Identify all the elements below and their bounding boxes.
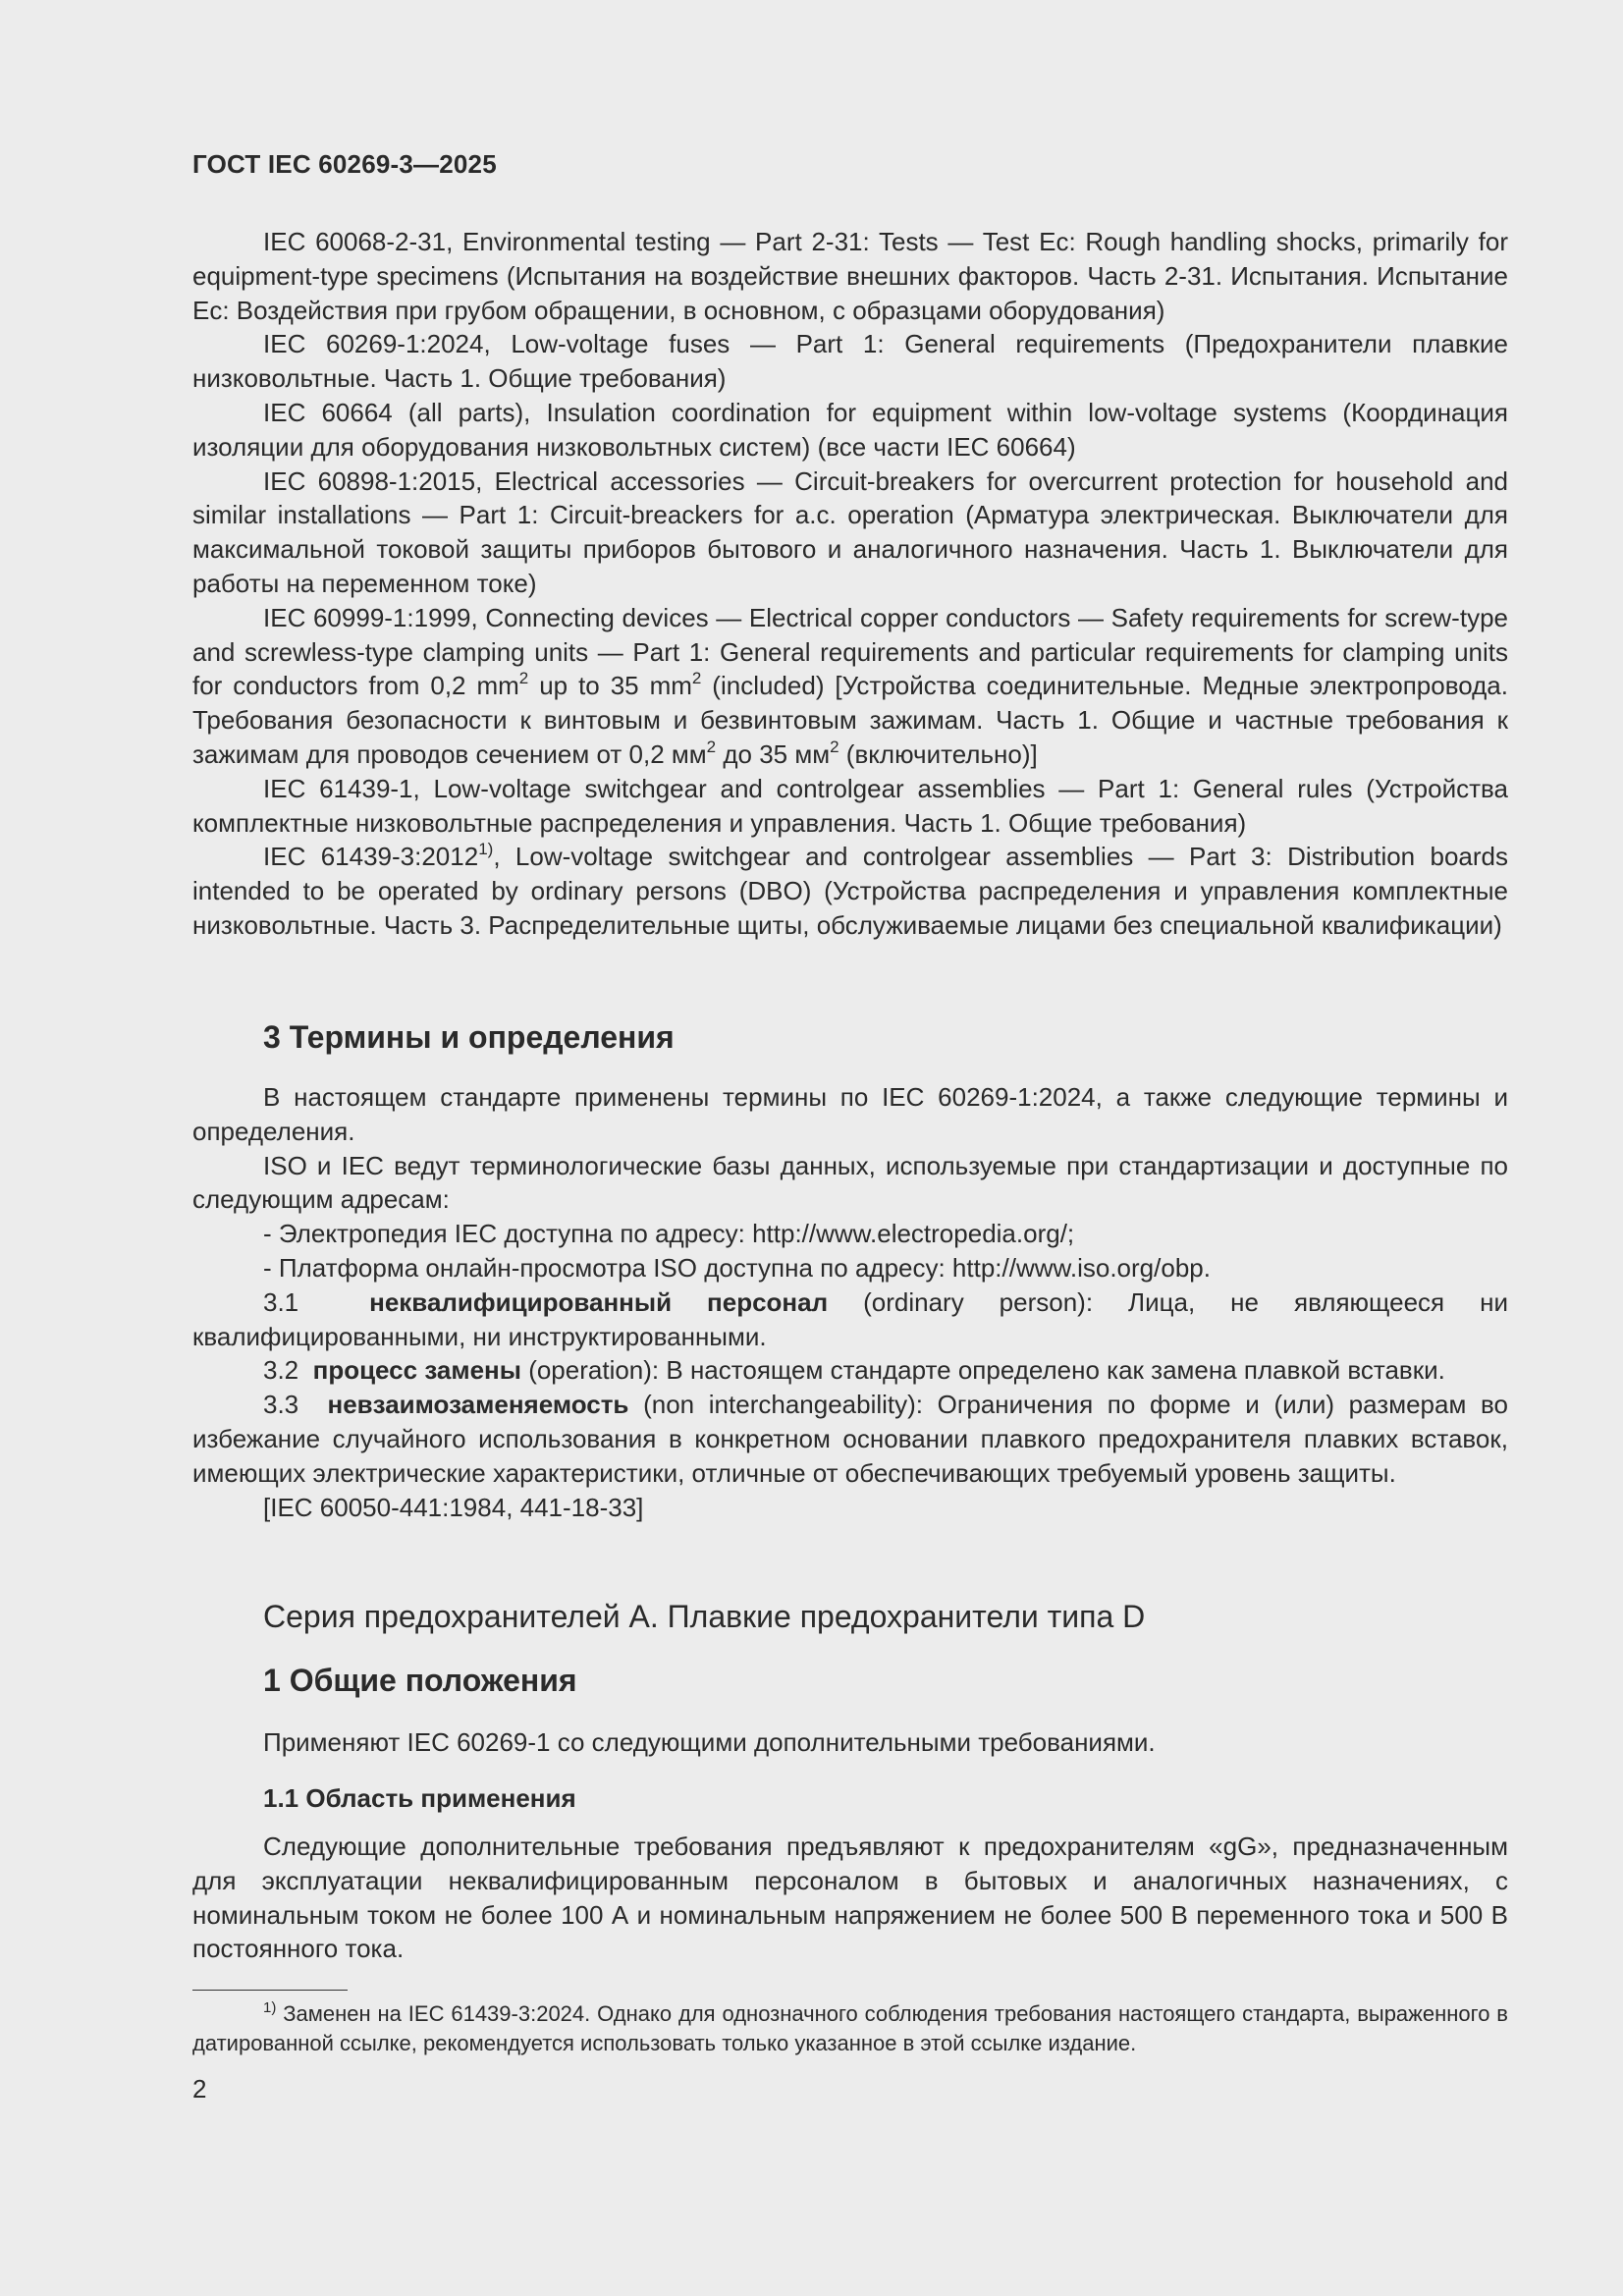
term: процесс замены — [312, 1355, 521, 1386]
footnote: $^{1)}$ Заменен на IEC 61439-3:2024. Однако для однозначного соблюдения требования настоящего стандарта, выраженного в датированной ссылке, рекомендуется использовать только указанное в этой ссылке издание. — [192, 1999, 1508, 2055]
paragraph: Следующие дополнительные требования предъявляют к предохранителям «gG», предназначенным для эксплуатации неквалифицированным персоналом в бытовых и аналогичных назначениях, с номинальным током не более 100 А и номинальным напряжением не более 500 В переменного тока и 500 В постоянного тока. — [192, 1831, 1508, 1964]
reference-item: IEC 60068-2-31, Environmental testing — Part 2-31: Tests — Test Ec: Rough handling shocks, primarily for equipment-type specimens (Испытания на воздействие внешних факторов. Часть 2-31. Испытания. Испытание Ec: Воздействия при грубом обращении, в основном, с образцами оборудования) — [192, 227, 1508, 325]
reference-item: IEC 60269-1:2024, Low-voltage fuses — Part 1: General requirements (Предохранители плавкие низковольтные. Часть 1. Общие требования) — [192, 329, 1508, 394]
footnote-separator — [192, 1990, 348, 1991]
term-definition: 3.2 процесс замены (operation): В настоящем стандарте определено как замена плавкой вставки. — [263, 1355, 1445, 1386]
reference-item: IEC 60664 (all parts), Insulation coordination for equipment within low-voltage systems (Координация изоляции для оборудования низковольтных систем) (все части IEC 60664) — [192, 397, 1509, 462]
series-heading: Серия предохранителей A. Плавкие предохранители типа D — [263, 1599, 1146, 1634]
term-definition: 3.3 невзаимозаменяемость (non interchangeability): Ограничения по форме и (или) размерам во избежание случайного использования в конкретном основании плавкого предохранителя плавких вставок, имеющих электрические характеристики, отличные от обеспечивающих требуемый уровень защиты. — [192, 1390, 1508, 1488]
document-header: ГОСТ IEC 60269-3—2025 — [192, 149, 497, 179]
reference-item: IEC 60898-1:2015, Electrical accessories — Circuit-breakers for overcurrent protection for household and similar installations — Part 1: Circuit-breackers for a.c. operation (Арматура электрическая. Выключатели для максимальной токовой защиты приборов бытового и аналогичного назначения. Часть 1. Выключатели для работы на переменном токе) — [192, 465, 1508, 598]
section-1-heading: 1 Общие положения — [263, 1663, 577, 1698]
paragraph: ISO и IEC ведут терминологические базы данных, используемые при стандартизации и доступные по следующим адресам: — [192, 1150, 1508, 1215]
footnote-ref: 1) — [478, 840, 494, 859]
section-3-heading: 3 Термины и определения — [263, 1019, 675, 1055]
paragraph: В настоящем стандарте применены термины по IEC 60269-1:2024, а также следующие термины и определения. — [192, 1082, 1508, 1146]
subsection-heading: 1.1 Область применения — [263, 1783, 576, 1813]
term-source: [IEC 60050-441:1984, 441-18-33] — [263, 1492, 644, 1522]
term: неквалифицированный персонал — [369, 1286, 829, 1317]
section-3-body — [192, 1080, 1508, 1524]
page-number: 2 — [192, 2074, 207, 2104]
reference-item: IEC 60999-1:1999, Connecting devices — Electrical copper conductors — Safety requirements for screw-type and screwless-type clamping units — Part 1: General requirements and particular requirements for clamping units for conductors from 0,2 $mm^2$ up to 35 $mm^2$ (included) [Устройства соединительные. Медные электропровода. Требования безопасности к винтовым и безвинтовым зажимам. Часть 1. Общие и частные требования к зажимам для проводов сечением от 0,2 $мм^2$ до 35 $мм^2$ (включительно)] — [192, 602, 1508, 769]
subsection-body — [192, 1830, 1508, 1966]
references-list — [192, 225, 1508, 943]
reference-item: IEC 61439-1, Low-voltage switchgear and controlgear assemblies — Part 1: General rules (Устройства комплектные низковольтные распределения и управления. Часть 1. Общие требования) — [192, 773, 1508, 838]
term: невзаимозаменяемость — [327, 1390, 629, 1420]
list-item: - Электропедия IEC доступна по адресу: http://www.electropedia.org/; — [263, 1219, 1075, 1249]
section-1-text — [192, 1725, 1508, 1760]
paragraph: Применяют IEC 60269-1 со следующими дополнительными требованиями. — [263, 1727, 1156, 1757]
list-item: - Платформа онлайн-просмотра ISO доступна по адресу: http://www.iso.org/obp. — [263, 1252, 1211, 1283]
term-definition: 3.1 неквалифицированный персонал (ordinary person): Лица, не являющееся ни квалифицированными, ни инструктированными. — [192, 1286, 1508, 1351]
reference-item: IEC 61439-3:2012$^{1)}$, Low-voltage switchgear and controlgear assemblies — Part 3: Distribution boards intended to be operated by ordinary persons (DBO) (Устройства распределения и управления комплектные низковольтные. Часть 3. Распределительные щиты, обслуживаемые лицами без специальной квалификации) — [192, 840, 1508, 940]
